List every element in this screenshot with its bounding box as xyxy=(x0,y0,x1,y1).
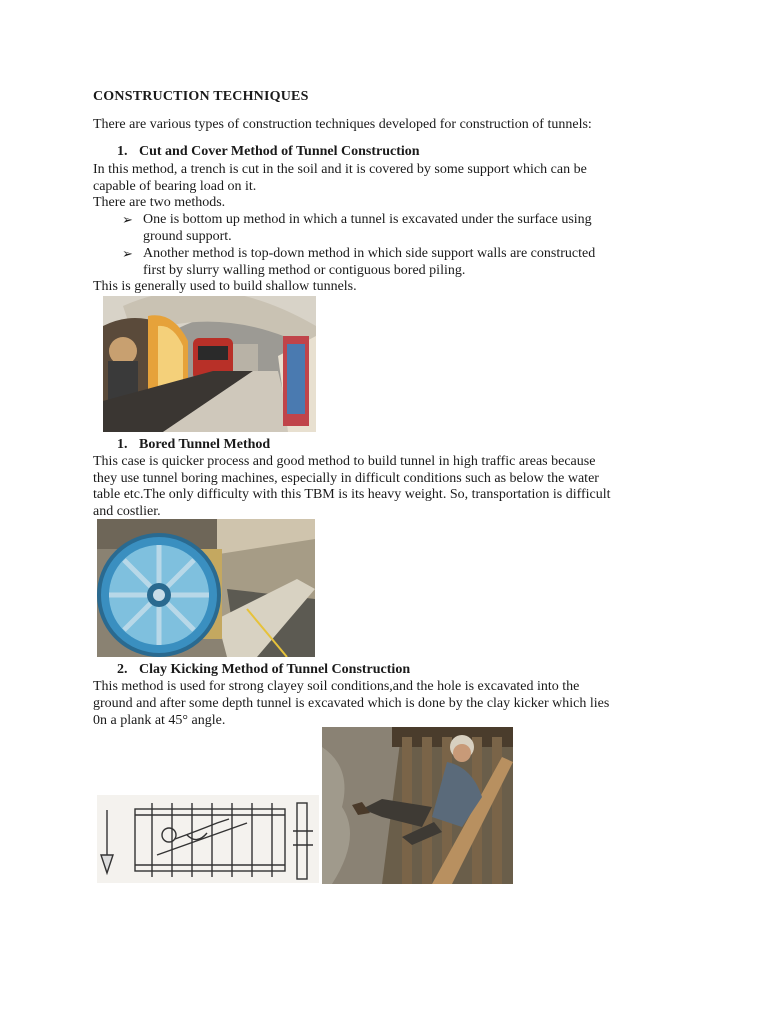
tunnel-boring-machine-photo xyxy=(97,519,315,657)
paragraph-line: 0n a plank at 45° angle. xyxy=(93,713,226,728)
section-number: 1. xyxy=(117,437,128,452)
paragraph-line: This is generally used to build shallow tunnels. xyxy=(93,279,357,294)
bullet-arrow-icon: ➢ xyxy=(122,212,133,227)
bullet-line: ground support. xyxy=(143,229,232,244)
paragraph-line: capable of bearing load on it. xyxy=(93,179,257,194)
paragraph-line: This case is quicker process and good method to build tunnel in high traffic areas because xyxy=(93,454,596,469)
bullet-line: One is bottom up method in which a tunnel is excavated under the surface using xyxy=(143,212,592,227)
paragraph-line: and costlier. xyxy=(93,504,161,519)
section-heading-bored-tunnel: Bored Tunnel Method xyxy=(139,437,271,452)
paragraph-line: In this method, a trench is cut in the soil and it is covered by some support which can be xyxy=(93,162,587,177)
paragraph-line: ground and after some depth tunnel is excavated which is done by the clay kicker which lies xyxy=(93,696,610,711)
subway-station-photo xyxy=(103,296,316,432)
section-heading-cut-and-cover: Cut and Cover Method of Tunnel Construction xyxy=(139,144,420,159)
section-heading-clay-kicking: Clay Kicking Method of Tunnel Construction xyxy=(139,662,411,677)
section-number: 2. xyxy=(117,662,128,677)
intro-text: There are various types of construction techniques developed for construction of tunnels: xyxy=(93,117,592,132)
paragraph-line: There are two methods. xyxy=(93,195,226,210)
section-number: 1. xyxy=(117,144,128,159)
bullet-line: Another method is top-down method in which side support walls are constructed xyxy=(143,246,596,261)
paragraph-line: table etc.The only difficulty with this TBM is its heavy weight. So, transportation is difficult xyxy=(93,487,611,502)
page-title: CONSTRUCTION TECHNIQUES xyxy=(93,89,309,104)
bullet-arrow-icon: ➢ xyxy=(122,246,133,261)
clay-kicker-sketch-illustration xyxy=(97,795,319,883)
bullet-line: first by slurry walling method or contiguous bored piling. xyxy=(143,263,466,278)
paragraph-line: This method is used for strong clayey soil conditions,and the hole is excavated into the xyxy=(93,679,580,694)
clay-kicker-worker-photo xyxy=(322,727,513,884)
paragraph-line: they use tunnel boring machines, especially in difficult conditions such as below the water xyxy=(93,471,599,486)
